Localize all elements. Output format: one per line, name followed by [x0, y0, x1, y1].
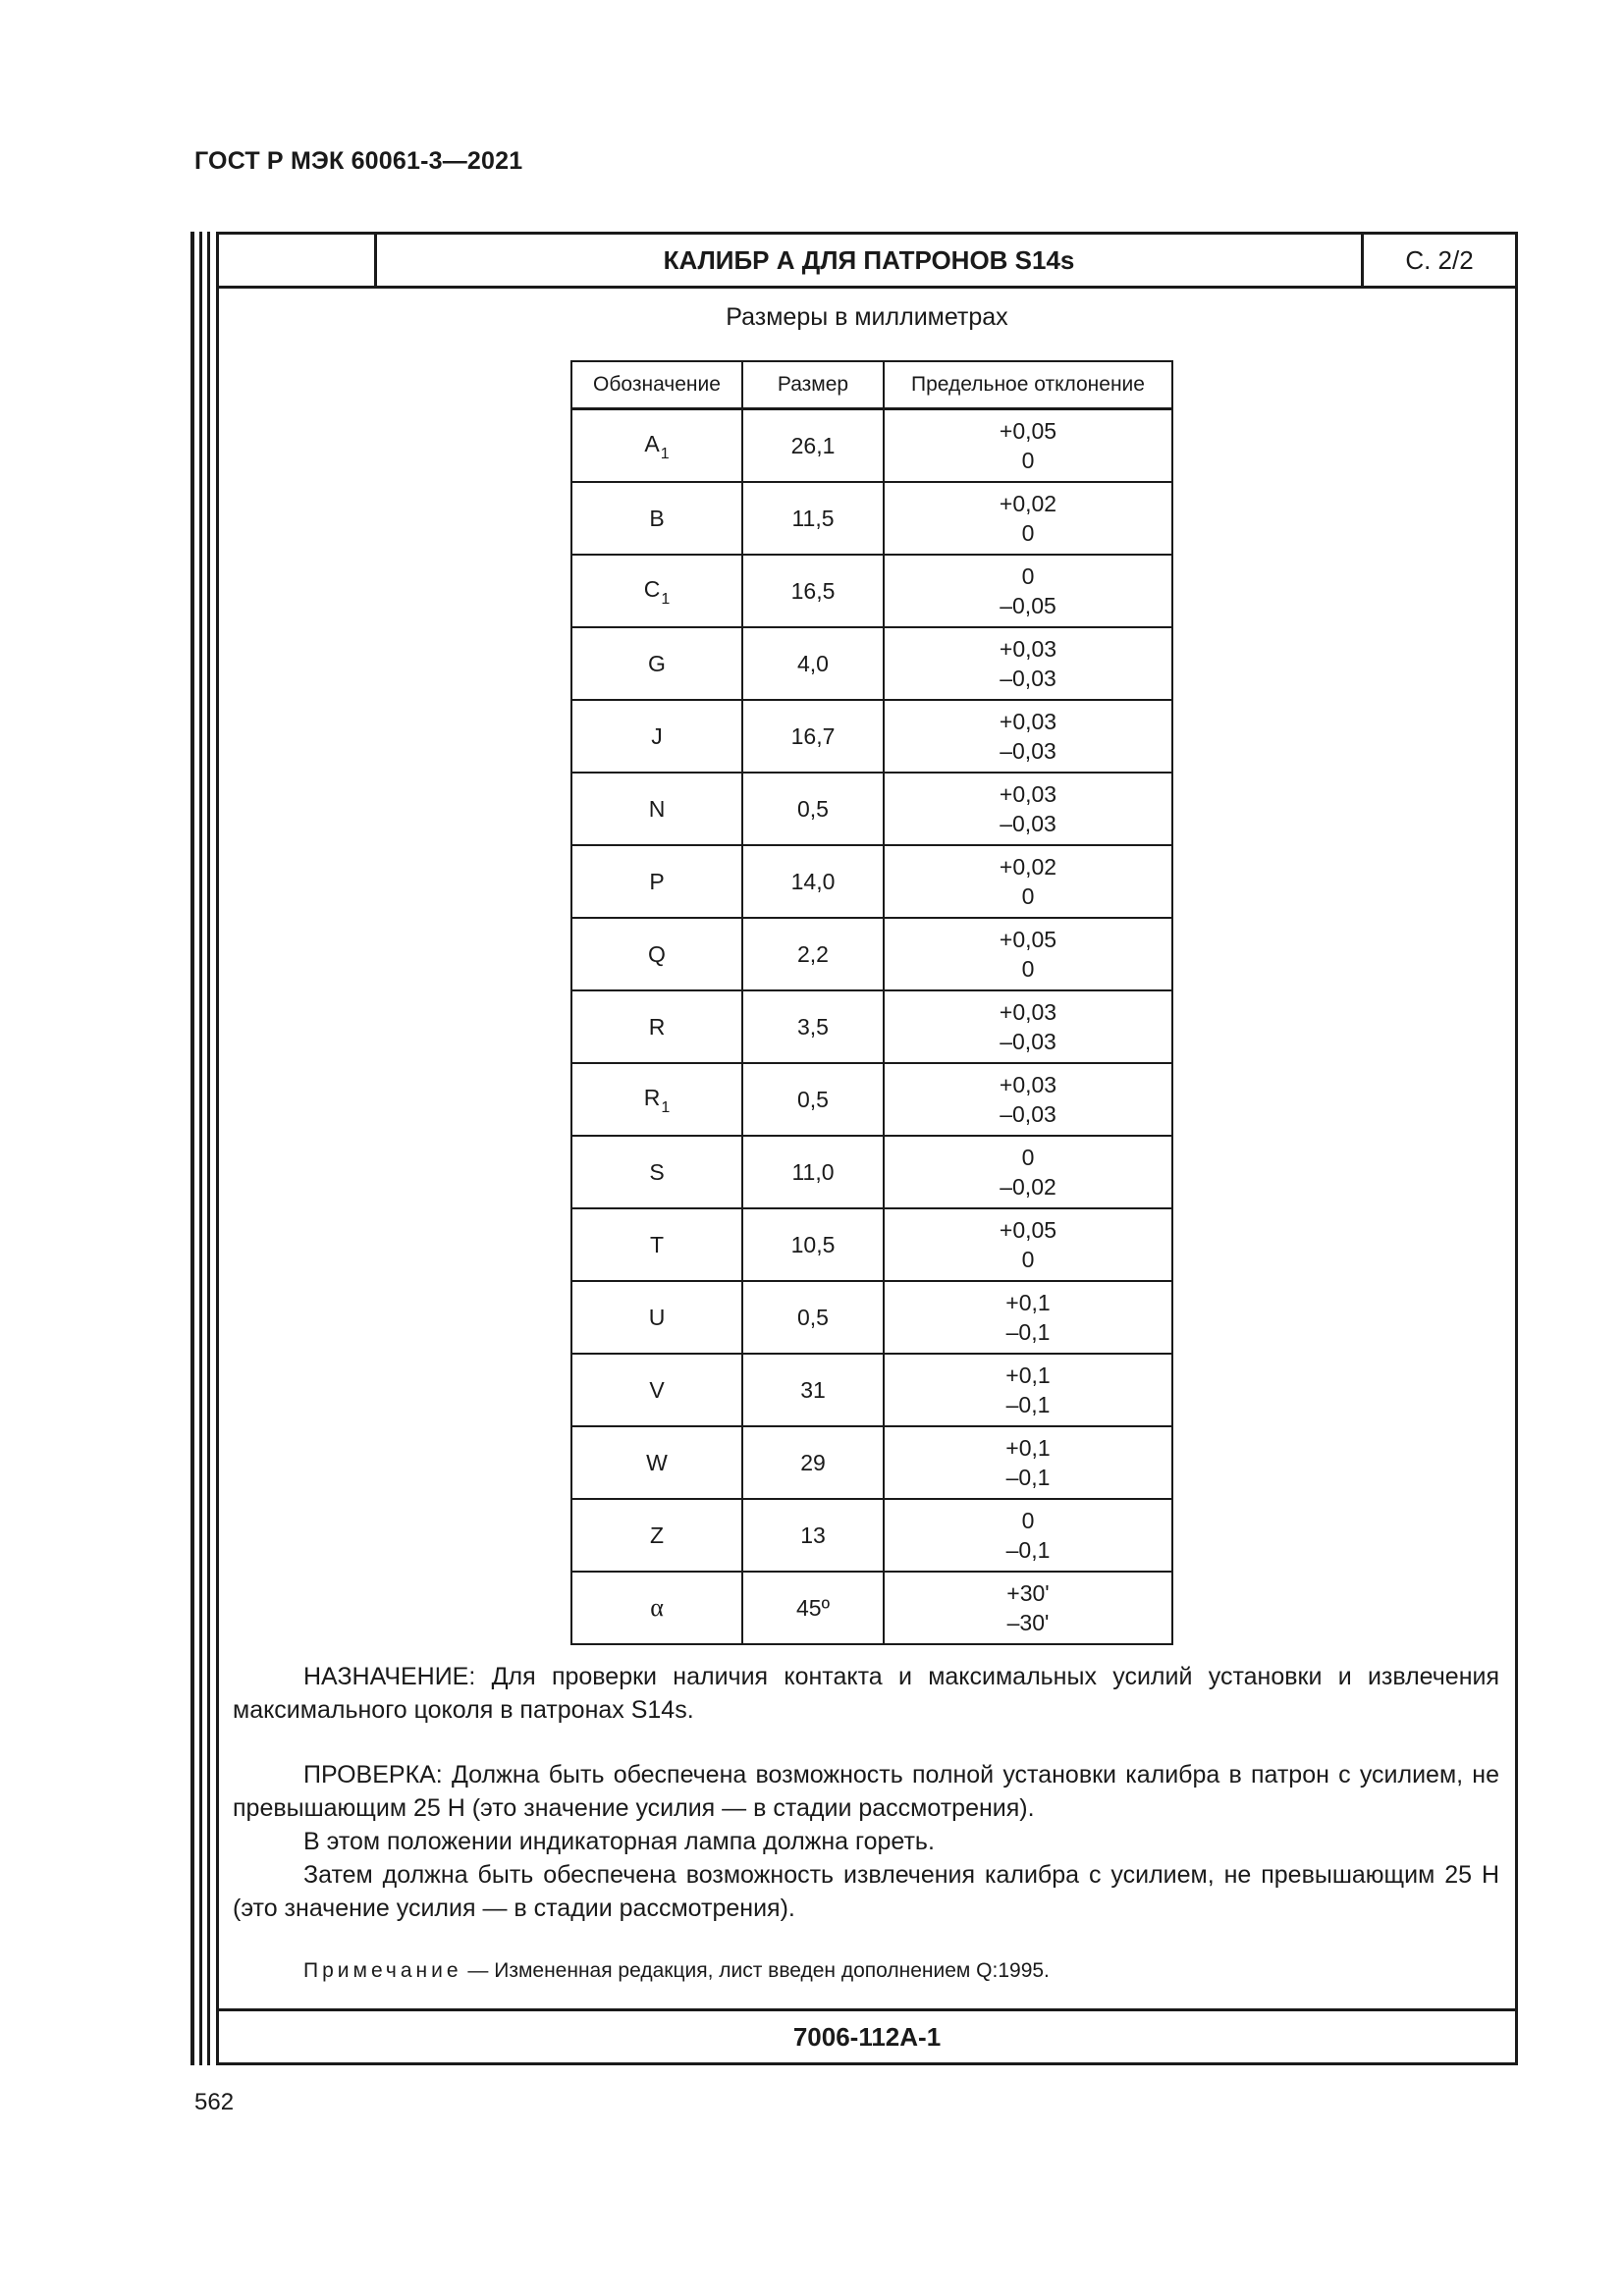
designation-symbol: V — [649, 1377, 665, 1403]
designation-symbol: Z — [649, 1522, 665, 1548]
tolerance-cell — [884, 1354, 1172, 1426]
designation-cell — [571, 1426, 742, 1499]
lower-deviation: –0,03 — [1000, 811, 1056, 836]
table-body — [571, 409, 1172, 1645]
upper-deviation: +0,1 — [1005, 1290, 1051, 1315]
lower-deviation: 0 — [1021, 883, 1035, 909]
lower-deviation: –0,03 — [1000, 1029, 1056, 1054]
lower-deviation: –0,03 — [1000, 666, 1056, 691]
designation-symbol: A — [644, 431, 660, 456]
designation-symbol: R — [648, 1014, 666, 1040]
designation-cell — [571, 845, 742, 918]
tolerance-cell — [884, 1572, 1172, 1644]
header-tolerance: Предельное отклонение — [884, 361, 1172, 409]
dimensions-table — [570, 360, 1173, 1645]
designation-symbol: α — [650, 1593, 664, 1622]
size-cell: 16,7 — [742, 700, 884, 773]
table-row — [571, 409, 1172, 483]
purpose-text: НАЗНАЧЕНИЕ: Для проверки наличия контакта и максимальных усилий установки и извлечения максимального цоколя в патронах S14s. — [233, 1663, 1499, 1724]
upper-deviation: +0,05 — [999, 1217, 1057, 1243]
lower-deviation: 0 — [1021, 448, 1035, 473]
designation-cell — [571, 1136, 742, 1208]
size-cell: 4,0 — [742, 627, 884, 700]
size-cell: 10,5 — [742, 1208, 884, 1281]
table-row — [571, 1136, 1172, 1208]
size-cell: 11,5 — [742, 482, 884, 555]
table-header-row — [571, 361, 1172, 409]
table-row — [571, 627, 1172, 700]
lower-deviation: –0,03 — [1000, 1101, 1056, 1127]
header-size: Размер — [742, 361, 884, 409]
check-block — [233, 1758, 1499, 1925]
upper-deviation: +0,03 — [999, 709, 1057, 734]
size-cell: 31 — [742, 1354, 884, 1426]
upper-deviation: +0,03 — [999, 1072, 1057, 1097]
upper-deviation: +0,03 — [999, 636, 1057, 662]
lower-deviation: –0,1 — [1005, 1465, 1051, 1490]
designation-symbol: U — [648, 1305, 666, 1330]
designation-cell — [571, 1063, 742, 1136]
removal-text: Затем должна быть обеспечена возможность извлечения калибра с усилием, не превышающим 25 Н (это значение усилия — в стадии рассмотрения). — [233, 1861, 1499, 1922]
tolerance-cell — [884, 409, 1172, 483]
designation-symbol: R — [643, 1085, 661, 1110]
table-row — [571, 1354, 1172, 1426]
designation-cell — [571, 990, 742, 1063]
units-note: Размеры в миллиметрах — [726, 303, 1008, 331]
upper-deviation: +0,1 — [1005, 1362, 1051, 1388]
designation-cell — [571, 627, 742, 700]
table-row — [571, 918, 1172, 990]
purpose-block — [233, 1660, 1499, 1727]
size-cell: 11,0 — [742, 1136, 884, 1208]
tolerance-cell — [884, 1426, 1172, 1499]
size-cell: 0,5 — [742, 1281, 884, 1354]
margin-bar-inner — [207, 232, 210, 2065]
tolerance-cell — [884, 627, 1172, 700]
designation-cell — [571, 1572, 742, 1644]
designation-symbol: C — [643, 576, 661, 602]
designation-symbol: S — [649, 1159, 665, 1185]
sheet-page-number: С. 2/2 — [1405, 244, 1474, 275]
table-row — [571, 773, 1172, 845]
designation-cell — [571, 700, 742, 773]
designation-cell — [571, 918, 742, 990]
size-cell: 13 — [742, 1499, 884, 1572]
table-row — [571, 1499, 1172, 1572]
tolerance-cell — [884, 1281, 1172, 1354]
document-header: ГОСТ Р МЭК 60061-3—2021 — [194, 147, 523, 175]
size-cell: 2,2 — [742, 918, 884, 990]
size-cell: 14,0 — [742, 845, 884, 918]
upper-deviation: +0,1 — [1005, 1435, 1051, 1461]
sheet-title: КАЛИБР А ДЛЯ ПАТРОНОВ S14s — [377, 235, 1364, 286]
lower-deviation: –0,1 — [1005, 1319, 1051, 1345]
table-row — [571, 1208, 1172, 1281]
table-row — [571, 700, 1172, 773]
title-empty-cell — [219, 235, 377, 286]
size-cell: 29 — [742, 1426, 884, 1499]
designation-cell — [571, 1499, 742, 1572]
lower-deviation: –30' — [1006, 1610, 1050, 1635]
designation-cell — [571, 773, 742, 845]
lower-deviation: –0,03 — [1000, 738, 1056, 764]
tolerance-cell — [884, 1063, 1172, 1136]
lower-deviation: –0,05 — [1000, 593, 1056, 618]
upper-deviation: 0 — [1021, 1145, 1035, 1170]
tolerance-cell — [884, 845, 1172, 918]
tolerance-cell — [884, 1136, 1172, 1208]
designation-subscript: 1 — [660, 446, 670, 462]
note-label: Примечание — [303, 1959, 462, 1982]
check-text: ПРОВЕРКА: Должна быть обеспечена возможность полной установки калибра в патрон с усилием, не превышающим 25 Н (это значение усилия — в стадии рассмотрения). — [233, 1761, 1499, 1822]
title-row — [219, 235, 1515, 289]
designation-subscript: 1 — [661, 1099, 671, 1116]
lamp-text: В этом положении индикаторная лампа должна гореть. — [303, 1828, 935, 1855]
margin-bar-middle — [199, 232, 202, 2065]
designation-cell — [571, 482, 742, 555]
page-number: 562 — [194, 2089, 235, 2115]
lower-deviation: –0,02 — [1000, 1174, 1056, 1200]
lower-deviation: 0 — [1021, 956, 1035, 982]
designation-cell — [571, 409, 742, 483]
designation-subscript: 1 — [661, 591, 671, 608]
table-row — [571, 482, 1172, 555]
table-row — [571, 1281, 1172, 1354]
table-row — [571, 1426, 1172, 1499]
upper-deviation: +0,05 — [999, 927, 1057, 952]
designation-symbol: G — [648, 651, 666, 676]
size-cell: 45º — [742, 1572, 884, 1644]
note-block — [233, 1954, 1499, 1988]
upper-deviation: +0,05 — [999, 418, 1057, 444]
note-body: — Измененная редакция, лист введен дополнением Q:1995. — [461, 1959, 1050, 1982]
upper-deviation: +0,03 — [999, 781, 1057, 807]
designation-cell — [571, 1354, 742, 1426]
table-row — [571, 1063, 1172, 1136]
designation-cell — [571, 1208, 742, 1281]
lower-deviation: –0,1 — [1005, 1392, 1051, 1417]
upper-deviation: +0,02 — [999, 854, 1057, 880]
designation-symbol: T — [649, 1232, 665, 1257]
tolerance-cell — [884, 990, 1172, 1063]
upper-deviation: +30' — [1006, 1580, 1050, 1606]
tolerance-cell — [884, 1499, 1172, 1572]
designation-symbol: Q — [648, 941, 666, 967]
upper-deviation: +0,02 — [999, 491, 1057, 516]
upper-deviation: 0 — [1021, 563, 1035, 589]
tolerance-cell — [884, 482, 1172, 555]
header-designation: Обозначение — [571, 361, 742, 409]
size-cell: 26,1 — [742, 409, 884, 483]
designation-cell — [571, 1281, 742, 1354]
tolerance-cell — [884, 555, 1172, 627]
tolerance-cell — [884, 700, 1172, 773]
table-row — [571, 845, 1172, 918]
margin-bar-outer — [190, 232, 194, 2065]
size-cell: 3,5 — [742, 990, 884, 1063]
note-text — [233, 1954, 1499, 1988]
tolerance-cell — [884, 1208, 1172, 1281]
lower-deviation: 0 — [1021, 1247, 1035, 1272]
table-row — [571, 555, 1172, 627]
designation-symbol: N — [648, 796, 666, 822]
lower-deviation: –0,1 — [1005, 1537, 1051, 1563]
sheet-code: 7006-112A-1 — [219, 2008, 1515, 2062]
designation-symbol: B — [649, 506, 665, 531]
tolerance-cell — [884, 773, 1172, 845]
lower-deviation: 0 — [1021, 520, 1035, 546]
sheet-frame — [216, 232, 1518, 2065]
upper-deviation: +0,03 — [999, 999, 1057, 1025]
designation-symbol: W — [646, 1450, 668, 1475]
table-row — [571, 990, 1172, 1063]
size-cell: 16,5 — [742, 555, 884, 627]
designation-symbol: J — [651, 723, 663, 749]
table-row — [571, 1572, 1172, 1644]
designation-symbol: P — [649, 869, 665, 894]
tolerance-cell — [884, 918, 1172, 990]
designation-cell — [571, 555, 742, 627]
upper-deviation: 0 — [1021, 1508, 1035, 1533]
size-cell: 0,5 — [742, 773, 884, 845]
size-cell: 0,5 — [742, 1063, 884, 1136]
